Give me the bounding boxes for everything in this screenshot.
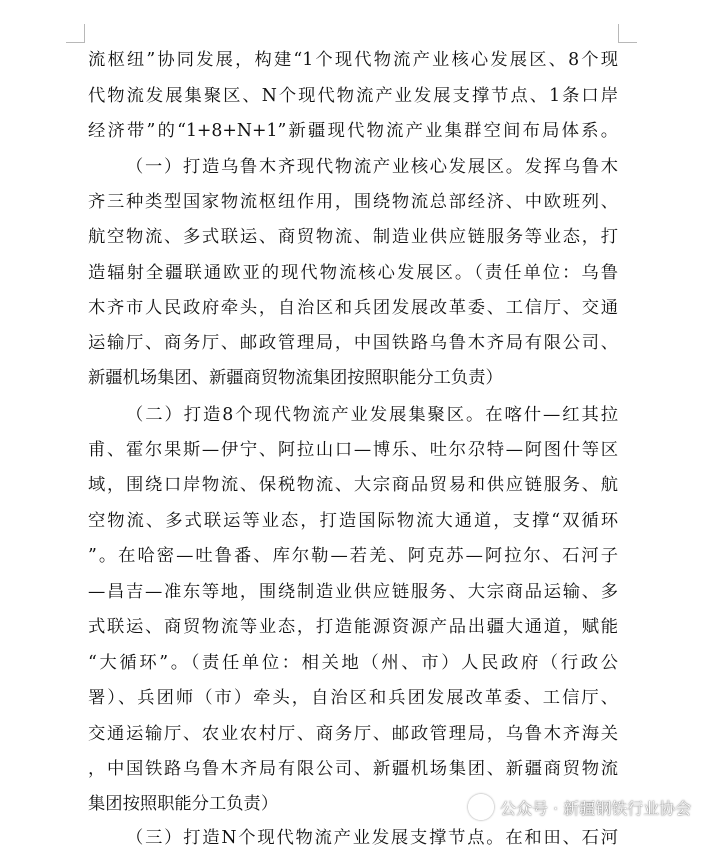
text-line: 甫、霍尔果斯—伊宁、阿拉山口—博乐、吐尔尕特—阿图什等区 xyxy=(88,440,618,460)
text-line: 流枢纽”协同发展，构建“1个现代物流产业核心发展区、8个现 xyxy=(88,50,618,70)
top-left-margin-corner xyxy=(66,24,85,43)
text-line: 署）、兵团师（市）牵头，自治区和兵团发展改革委、工信厅、 xyxy=(88,688,618,708)
text-line: 运输厅、商务厅、邮政管理局，中国铁路乌鲁木齐局有限公司、 xyxy=(88,333,618,353)
text-line: ”。在哈密—吐鲁番、库尔勒—若羌、阿克苏—阿拉尔、石河子 xyxy=(88,546,618,566)
top-right-margin-corner xyxy=(618,24,637,43)
watermark-text: 公众号 · 新疆钢铁行业协会 xyxy=(500,798,692,818)
text-line: 木齐市人民政府牵头，自治区和兵团发展改革委、工信厅、交通 xyxy=(88,298,618,318)
text-line: 域，围绕口岸物流、保税物流、大宗商品贸易和供应链服务、航 xyxy=(88,475,618,495)
text-line: 空物流、多式联运等业态，打造国际物流大通道，支撑“双循环 xyxy=(88,511,618,531)
text-line: 经济带”的“1+8+N+1”新疆现代物流产业集群空间布局体系。 xyxy=(88,121,618,141)
wechat-logo-icon xyxy=(468,794,494,820)
text-line: 交通运输厅、农业农村厅、商务厅、邮政管理局，乌鲁木齐海关 xyxy=(88,724,618,744)
section-heading-line: （二）打造8个现代物流产业发展集聚区。在喀什—红其拉 xyxy=(126,405,618,425)
text-line: 齐三种类型国家物流枢纽作用，围绕物流总部经济、中欧班列、 xyxy=(88,192,618,212)
watermark xyxy=(468,792,691,822)
section-heading-line: （一）打造乌鲁木齐现代物流产业核心发展区。发挥乌鲁木 xyxy=(126,157,618,177)
section-heading-line: （三）打造N个现代物流产业发展支撑节点。在和田、石河 xyxy=(126,828,618,848)
text-line: 式联运、商贸物流等业态，打造能源资源产品出疆大通道，赋能 xyxy=(88,617,618,637)
text-line: 航空物流、多式联运、商贸物流、制造业供应链服务等业态，打 xyxy=(88,227,618,247)
text-line: 代物流发展集聚区、N个现代物流产业发展支撑节点、1条口岸 xyxy=(88,86,618,106)
text-line: 新疆机场集团、新疆商贸物流集团按照职能分工负责） xyxy=(88,368,503,388)
text-line: 集团按照职能分工负责） xyxy=(88,794,279,814)
text-line: “大循环”。（责任单位：相关地（州、市）人民政府（行政公 xyxy=(88,653,618,673)
text-line: 造辐射全疆联通欧亚的现代物流核心发展区。（责任单位：乌鲁 xyxy=(88,263,618,283)
text-line: ，中国铁路乌鲁木齐局有限公司、新疆机场集团、新疆商贸物流 xyxy=(88,759,618,779)
text-line: —昌吉—准东等地，围绕制造业供应链服务、大宗商品运输、多 xyxy=(88,582,618,602)
